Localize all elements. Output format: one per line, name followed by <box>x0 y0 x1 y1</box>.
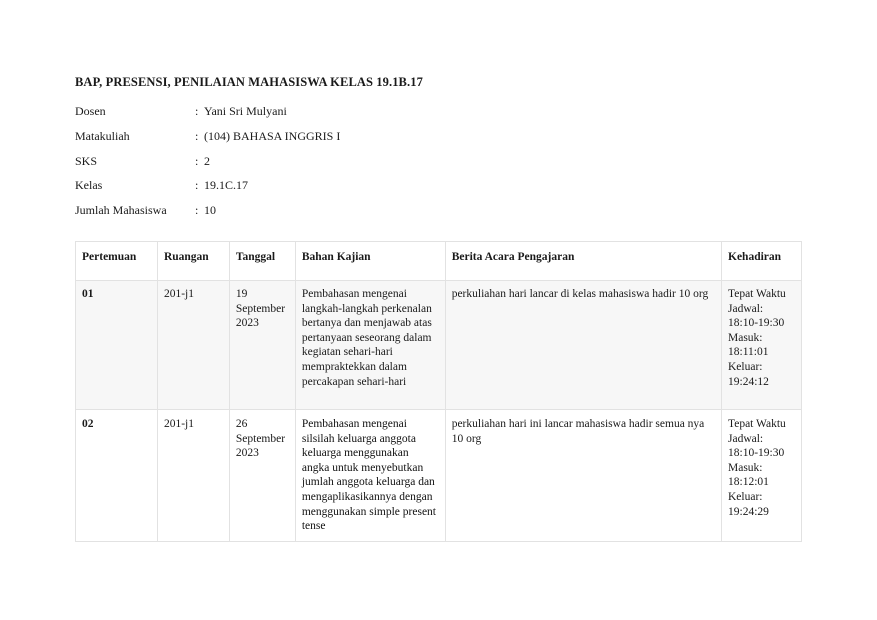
kehadiran-masuk: Masuk: 18:11:01 <box>728 331 769 359</box>
cell-kehadiran <box>722 281 802 410</box>
table-header-row <box>76 242 802 281</box>
info-label: Kelas <box>75 178 103 192</box>
info-colon: : <box>195 203 199 217</box>
info-row-matakuliah <box>75 128 340 144</box>
col-header-bahan-kajian: Bahan Kajian <box>295 242 445 281</box>
cell-berita-acara: perkuliahan hari lancar di kelas mahasiswa hadir 10 org <box>445 281 721 410</box>
info-colon: : <box>195 154 199 168</box>
info-colon: : <box>195 104 199 118</box>
kehadiran-masuk: Masuk: 18:12:01 <box>728 461 769 489</box>
table-row <box>76 410 802 542</box>
info-row-dosen <box>75 103 287 119</box>
info-label: Dosen <box>75 104 106 118</box>
info-value: 10 <box>204 203 216 217</box>
cell-berita-acara: perkuliahan hari ini lancar mahasiswa hadir semua nya 10 org <box>445 410 721 542</box>
cell-ruangan: 201-j1 <box>157 410 229 542</box>
kehadiran-status: Tepat Waktu <box>728 418 786 430</box>
info-label: Matakuliah <box>75 129 130 143</box>
col-header-berita-acara: Berita Acara Pengajaran <box>445 242 721 281</box>
cell-pertemuan: 01 <box>76 281 158 410</box>
col-header-ruangan: Ruangan <box>157 242 229 281</box>
cell-pertemuan: 02 <box>76 410 158 542</box>
cell-bahan-kajian: Pembahasan mengenai langkah-langkah perkenalan bertanya dan menjawab atas pertanyaan seseorang dalam kegiatan sehari-hari mempraktekkan dalam percakapan sehari-hari <box>295 281 445 410</box>
info-value: Yani Sri Mulyani <box>204 104 287 118</box>
info-colon: : <box>195 178 199 192</box>
info-value: 19.1C.17 <box>204 178 249 192</box>
bap-table <box>75 241 802 542</box>
info-label: Jumlah Mahasiswa <box>75 203 167 217</box>
cell-kehadiran <box>722 410 802 542</box>
info-row-kelas <box>75 177 248 193</box>
info-value: 2 <box>204 154 210 168</box>
cell-tanggal: 19 September 2023 <box>229 281 295 410</box>
table-row <box>76 281 802 410</box>
kehadiran-status: Tepat Waktu <box>728 288 786 300</box>
kehadiran-keluar: Keluar: 19:24:12 <box>728 360 769 388</box>
info-value: (104) BAHASA INGGRIS I <box>204 129 341 143</box>
col-header-pertemuan: Pertemuan <box>76 242 158 281</box>
kehadiran-keluar: Keluar: 19:24:29 <box>728 490 769 518</box>
info-colon: : <box>195 129 199 143</box>
kehadiran-jadwal: Jadwal: 18:10-19:30 <box>728 302 785 330</box>
col-header-kehadiran: Kehadiran <box>722 242 802 281</box>
cell-ruangan: 201-j1 <box>157 281 229 410</box>
cell-tanggal: 26 September 2023 <box>229 410 295 542</box>
kehadiran-jadwal: Jadwal: 18:10-19:30 <box>728 432 785 460</box>
info-label: SKS <box>75 154 98 168</box>
document-title: BAP, PRESENSI, PENILAIAN MAHASISWA KELAS 19.1B.17 <box>75 75 423 89</box>
info-row-sks <box>75 153 210 169</box>
col-header-tanggal: Tanggal <box>229 242 295 281</box>
info-row-jumlah-mahasiswa <box>75 202 216 218</box>
cell-bahan-kajian: Pembahasan mengenai silsilah keluarga anggota keluarga menggunakan angka untuk menyebutkan jumlah anggota keluarga dan mengaplikasikannya dengan menggunakan simple present tense <box>295 410 445 542</box>
